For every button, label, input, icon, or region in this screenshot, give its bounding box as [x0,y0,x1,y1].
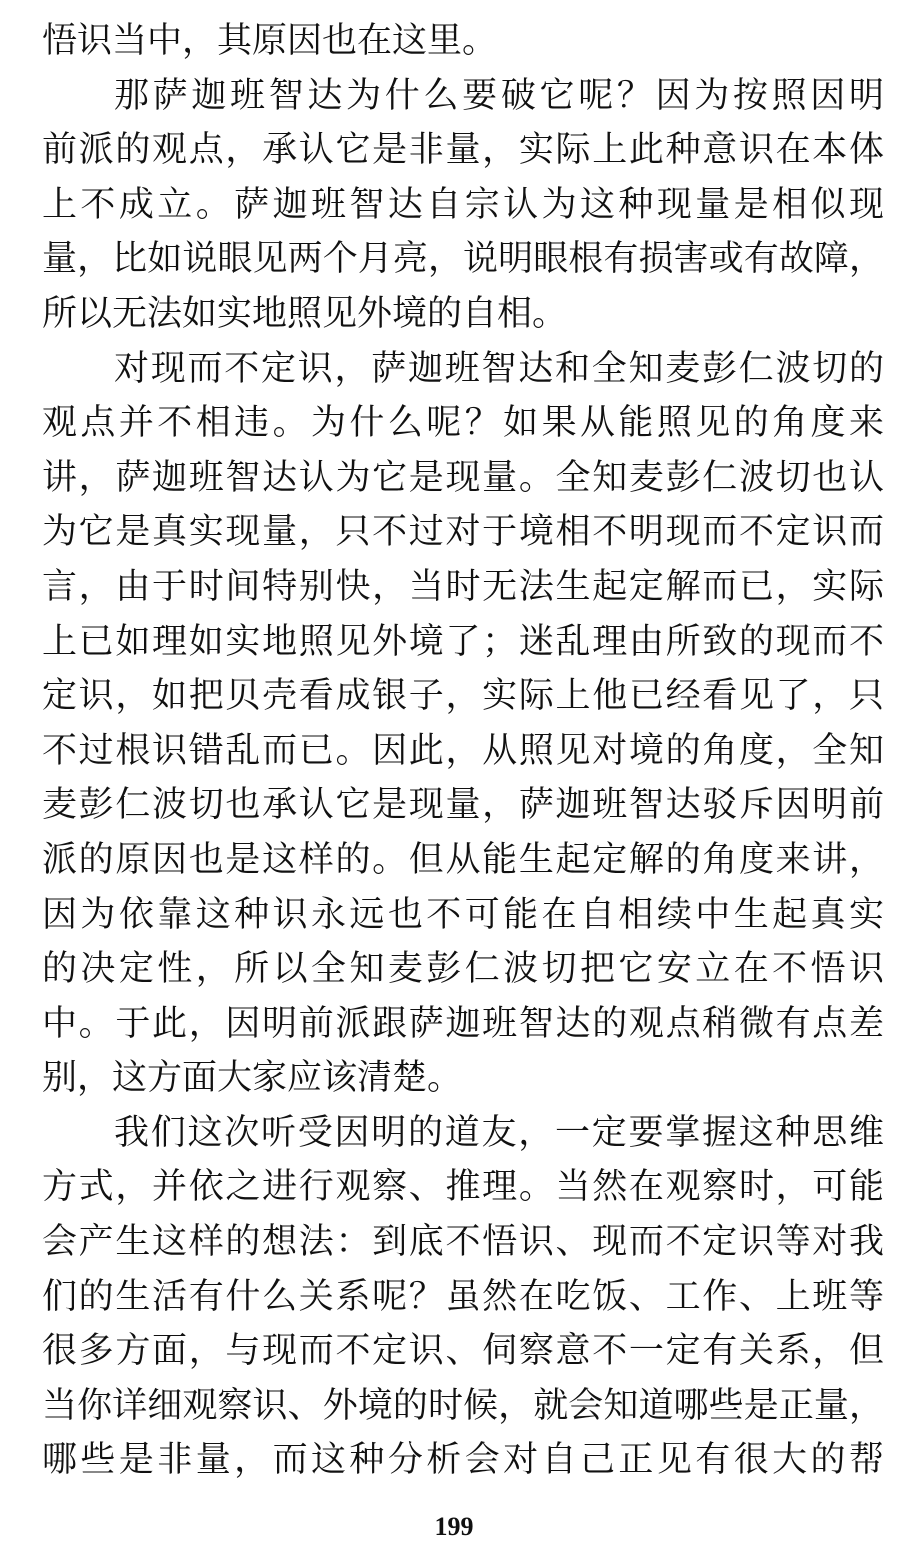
text-line: 对现而不定识，萨迦班智达和全知麦彭仁波切的 [114,348,884,389]
text-line: 悟识当中，其原因也在这里。 [42,21,498,61]
text-line: 哪些是非量，而这种分析会对自己正见有很大的帮 [42,1440,884,1481]
page-body [42,14,884,1488]
text-line: 别，这方面大家应该清楚。 [42,1058,463,1099]
text-line: 们的生活有什么关系呢？虽然在吃饭、工作、上班等 [42,1276,884,1317]
text-line: 派的原因也是这样的。但从能生起定解的角度来讲， [42,839,884,880]
text-line: 定识，如把贝壳看成银子，实际上他已经看见了，只 [42,676,884,717]
text-line: 言，由于时间特别快，当时无法生起定解而已，实际 [42,566,884,607]
text-line: 会产生这样的想法：到底不悟识、现而不定识等对我 [42,1222,884,1263]
text-line: 量，比如说眼见两个月亮，说明眼根有损害或有故障， [42,239,884,280]
text-line: 不过根识错乱而已。因此，从照见对境的角度，全知 [42,730,884,771]
text-line: 所以无法如实地照见外境的自相。 [42,293,568,334]
text-line: 的决定性，所以全知麦彭仁波切把它安立在不悟识 [42,949,884,990]
text-line: 那萨迦班智达为什么要破它呢？因为按照因明 [114,75,884,116]
text-line: 很多方面，与现而不定识、伺察意不一定有关系，但 [42,1331,884,1372]
text-line: 当你详细观察识、外境的时候，就会知道哪些是正量， [42,1385,884,1426]
text-line: 讲，萨迦班智达认为它是现量。全知麦彭仁波切也认 [42,457,884,498]
text-line: 我们这次听受因明的道友，一定要掌握这种思维 [114,1112,884,1153]
text-line: 观点并不相违。为什么呢？如果从能照见的角度来 [42,403,884,444]
text-line: 方式，并依之进行观察、推理。当然在观察时，可能 [42,1167,884,1208]
text-line: 上已如理如实地照见外境了；迷乱理由所致的现而不 [42,621,884,662]
text-line: 为它是真实现量，只不过对于境相不明现而不定识而 [42,512,884,553]
text-line: 前派的观点，承认它是非量，实际上此种意识在本体 [42,130,884,171]
page-number: 199 [434,1512,474,1541]
text-line: 麦彭仁波切也承认它是现量，萨迦班智达驳斥因明前 [42,785,884,826]
text-line: 中。于此，因明前派跟萨迦班智达的观点稍微有点差 [42,1003,884,1044]
text-line: 上不成立。萨迦班智达自宗认为这种现量是相似现 [42,184,884,225]
text-line: 因为依靠这种识永远也不可能在自相续中生起真实 [42,894,884,935]
